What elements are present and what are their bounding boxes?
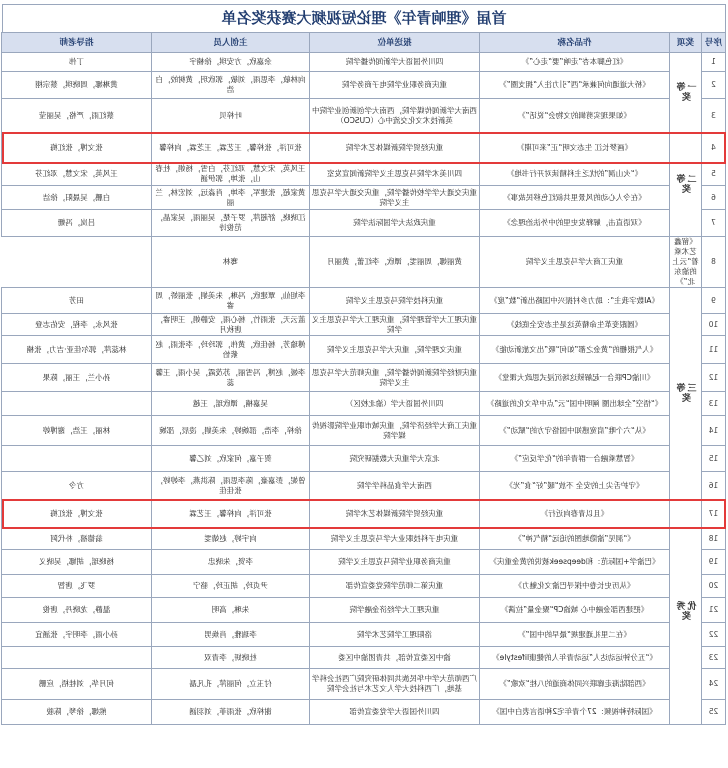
table-header-row [2,33,726,53]
table-row [2,416,726,446]
submitting-unit: 西南大学新闻传媒学院，西南大学创新创业学院中英新技术文化交流中心（CUSCO） [310,99,480,133]
creators: 张可洋，张梓馨，王艺霖，王芝霖，向梓馨 [152,133,310,163]
table-row [2,700,726,725]
submitting-unit: 重庆文理学院，重庆大学马克思主义学院 [310,336,480,364]
work-title: 《AI数字我主“：助力乡村振兴中国路出新“数”度》 [480,288,670,314]
table-row [2,598,726,623]
creators: 李媛，赵博，冯雪丽，苏茂霞，吴小雨，王馨蕊 [152,364,310,392]
creators: 贺子嘉，何家欣，刘乙馨 [152,446,310,472]
row-number: 7 [702,210,726,237]
instructors: 张文博，张红梅 [2,500,152,528]
table-row [2,528,726,550]
instructors: 方令 [2,472,152,500]
row-number: 11 [702,336,726,364]
work-title: 《桥大道通向何兼承“西”引力注入“拥支圈”》 [480,72,670,99]
award-table [1,32,726,725]
header-no: 序号 [702,33,726,53]
submitting-unit: 四川外国语大学（渝北校区） [310,392,480,416]
instructors [2,392,152,416]
submitting-unit: 北京大学重庆大数据研究院 [310,446,480,472]
table-row [2,364,726,392]
table-row [2,550,726,575]
submitting-unit: 重庆政法大学国际法学院 [310,210,480,237]
table-body [2,53,726,725]
instructors: 何月华，刘桂梧，应鹏 [2,669,152,700]
submitting-unit: 重庆理工大学管理学院，重庆理工大学马克思主义学院 [310,314,480,336]
table-row [2,647,726,669]
row-number: 4 [702,133,726,163]
instructors: 罗飞，唐智 [2,575,152,598]
table-row [2,210,726,237]
submitting-unit: 重庆经贸学院新媒体艺术学院 [310,500,480,528]
table-row [2,237,726,288]
submitting-unit: 重庆电子科技职业大学马克思主义学院 [310,528,480,550]
creators: 江晓晓，舒超萍，罗子楚，吴丽雨，吴家晶，范俊诗 [152,210,310,237]
table-row [2,446,726,472]
creators: 李旭仙，覃建欣，冯琳，朱美娟，张丽娇，周睿 [152,288,310,314]
table-row [2,314,726,336]
row-number: 19 [702,550,726,575]
table-row [2,669,726,700]
work-title: 《“五分钟运动达人”运动青年人的健康lifestyle》 [480,647,670,669]
table-row [2,163,726,186]
submitting-unit: 重庆财经学院新闻传播学院，重庆师范大学马克思主义学院 [310,364,480,392]
row-number: 9 [702,288,726,314]
submitting-unit: 重庆工商大学经济学院，重庆城市职业学院影视传媒学院 [310,416,480,446]
work-title: 《在二里礼通建规“最早的中国”》 [480,623,670,647]
submitting-unit: 四川美术学院马克思主义学院新闻宣发室 [310,163,480,186]
instructors: 林丽，王浩，谢博婷 [2,416,152,446]
instructors: 孙小雨，李明宇，张涵宜 [2,623,152,647]
work-title: 《“火山洞”的忧乏主科精读对开行书地》 [480,163,670,186]
work-title: 《画梦长江 生态文明“正”来可期》 [480,133,670,163]
row-number: 18 [702,528,726,550]
creators: 黄家超，张建军，李坤，肖淼远，刘宏林，兰丽 [152,186,310,210]
row-number: 14 [702,416,726,446]
table-row [2,500,726,528]
submitting-unit: 广西师范大学中华民族共同体研究院广西社会科学基地，广西科技大学人文艺术与社会学院 [310,669,480,700]
header-award: 奖项 [670,33,702,53]
header-work: 作品名称 [480,33,670,53]
submitting-unit: 渝中区委宣传部，共青团渝中区委 [310,647,480,669]
work-title: 《“洞见”渝隐地图的追远“精气神”》 [480,528,670,550]
submitting-unit: 重庆商务职业学院电子商务学院 [310,72,480,99]
work-title: 《留鑫艺术乘着“云上的渝东北”》 [670,237,702,288]
creators: 曾妮，彭嘉豪，陈李思雨，陈洪燕，李婷婷，张佳佳 [152,472,310,500]
work-title: 《西部陆海走廊联兴同体商道的八桂“欢歌”》 [480,669,670,700]
instructors: 田芳 [2,288,152,314]
submitting-unit: 重庆交通大学学校传播学院，重庆交通大学马克思主义学院 [310,186,480,210]
row-number: 20 [702,575,726,598]
instructors: 熊娜，徐琴，陈骏 [2,700,152,725]
instructors: 张风永，李程，安佑志登 [2,314,152,336]
creators: 吴嘉楠，谭欣瑶，王越 [152,392,310,416]
table-row [2,472,726,500]
creators: 李瑞雅，肖焕男 [152,623,310,647]
instructors: 蔡红雨，严格，吴丽莹 [2,99,152,133]
row-number: 2 [702,72,726,99]
creators: 余嘉欣，方安琪，徐楠宇 [152,53,310,72]
instructors: 杨晓瑶，胡娜，吴晓义 [2,550,152,575]
row-number: 16 [702,472,726,500]
row-number: 10 [702,314,726,336]
table-row [2,186,726,210]
table-row [2,72,726,99]
submitting-unit: 重庆工商大学马克思主义学院 [480,237,670,288]
work-title: 《从历史长卷中探寻巴渝文化魅力》 [480,575,670,598]
instructors: 白鹏，吴晟阳，徐洁 [2,186,152,210]
row-number: 21 [702,598,726,623]
row-number: 8 [702,237,726,288]
work-title: 《国际特种视频：27个青年宅2种语言表白中国》 [480,700,670,725]
work-title: 《双语直击，解释发史里的中外法治理念》 [480,210,670,237]
instructors: 孙小兰，王丽，陈果 [2,364,152,392]
table-row [2,288,726,314]
row-number: 22 [702,623,726,647]
instructors [2,446,152,472]
instructors: 黄琳娜，周晓琪，蔡宗栩 [2,72,152,99]
work-title: 《且以青春向近行》 [480,500,670,528]
table-row [2,53,726,72]
creators: 杜晓妍，李青双 [152,647,310,669]
row-number: 13 [702,392,726,416]
header-unit: 报送单位 [310,33,480,53]
row-number: 6 [702,186,726,210]
row-number: 5 [702,163,726,186]
work-title: 《从“六个唯”肩宽感知中国恪守方的“赋动”》 [480,416,670,446]
creators: 蓝云天，张雨竹，杨心雨，安静娟，王明睿，唐秋月 [152,314,310,336]
instructors: 张文博，张红梅 [2,133,152,163]
work-title: 《圆跟变革生命精英这是生态安全底线》 [480,314,670,336]
submitting-unit: 重庆科技学院马克思主义学院 [310,288,480,314]
creators: 谢梓欣，张雨菲，刘羽涵 [152,700,310,725]
instructors: 温静，龙晓丹，唐俊 [2,598,152,623]
award-level: 三等奖 [670,288,702,500]
header-creators: 主创人员 [152,33,310,53]
submitting-unit: 四川外国语大学党委宣传部 [310,700,480,725]
submitting-unit: 四川外国语大学新闻传播学院 [310,53,480,72]
creators: 叶梓贝 [152,99,310,133]
work-title: 《巴渝学+国际范：和deepseek被说的黄金重庆》 [480,550,670,575]
work-title: 《把建西部金融中心 城渝CP“聚金量”拉满》 [480,598,670,623]
submitting-unit: 重庆理工大学经济金融学院 [310,598,480,623]
work-title: 《智慧乘融合一群青年的“化学反应”》 [480,446,670,472]
creators: 黄丽娜，周丽雯，谭欣，李红蕾，黄丽月 [310,237,480,288]
creators: 付玉立，何丽萍，孔凡磊 [152,669,310,700]
row-number: 23 [702,647,726,669]
row-number: 17 [702,500,726,528]
table-row [2,133,726,163]
flipped-document [2,4,726,725]
creators: 向宇婷，赵婧雯 [152,528,310,550]
instructors [2,647,152,669]
row-number: 3 [702,99,726,133]
creators: 徐梓，李浩，邵婉婷，朱美娟，凌辰，邵婉 [152,416,310,446]
table-row [2,336,726,364]
award-level: 优秀奖 [670,500,702,725]
work-title: 《人气报栅的“黄金之都”如何“吸”出文旅新动能》 [480,336,670,364]
creators: 傅瑜芳，杨佳欣，黄伟，郭玲玲，李张雨，赵紫怡 [152,336,310,364]
instructors: 骞林 [152,237,310,288]
work-title: 《红色脚本杏“走响”要“走心”》 [480,53,670,72]
row-number: 1 [702,53,726,72]
row-number: 24 [702,669,726,700]
creators: 李贤，朱晓忠 [152,550,310,575]
table-row [2,99,726,133]
submitting-unit: 重庆商务职业学院马克思主义学院 [310,550,480,575]
instructors: 王风英，宋文慧，邓红芬 [2,163,152,186]
header-teachers: 指导老师 [2,33,152,53]
instructors: 丁伟 [2,53,152,72]
award-level: 二等奖 [670,133,702,237]
table-row [2,575,726,598]
row-number: 12 [702,364,726,392]
award-level: 一等奖 [670,53,702,133]
submitting-unit: 西南大学食品科学学院 [310,472,480,500]
work-title: 《在令人心动的风景里共叙红色移民故事》 [480,186,670,210]
creators: 向林敏，李思雨，刘敏，郭欣玥，黄树皎，白浩 [152,72,310,99]
submitting-unit: 重庆第二师范学院党委宣传部 [310,575,480,598]
creators: 朱琳，高明 [152,598,310,623]
creators: 尹贞玲，胡正玲，骆宁 [152,575,310,598]
work-title: 《守护舌尖上的安全 不放“暖”好“食”光》 [480,472,670,500]
creators: 张可洋，向梓馨，王艺霖 [152,500,310,528]
row-number: 25 [702,700,726,725]
instructors: 林蕊萍，郭尔佳亚·吉力，张楠 [2,336,152,364]
work-title: 《“悟空”全球出圈 阐明中国“云”点中华文化的道路》 [480,392,670,416]
creators: 王风英，宋文慧，邓红芬，白雪，杨娟，杜春山，张坤，郭伊涵 [152,163,310,186]
instructors: 翁德禧，朴代阿 [2,528,152,550]
submitting-unit: 重庆经贸学院新媒体艺术学院 [310,133,480,163]
work-title: 《川渝CP联合一起解锁这场沉浸式思政大课堂》 [480,364,670,392]
table-row [2,392,726,416]
work-title: 《如果现实剪辑的文物会“说话”》 [480,99,670,133]
table-row [2,623,726,647]
submitting-unit: 洛阳理工学院艺术学院 [310,623,480,647]
instructors: 吕岚，冯姗 [2,210,152,237]
row-number: 15 [702,446,726,472]
page-title: 首届《理响青年》理论短视频大赛获奖名单 [2,4,726,32]
